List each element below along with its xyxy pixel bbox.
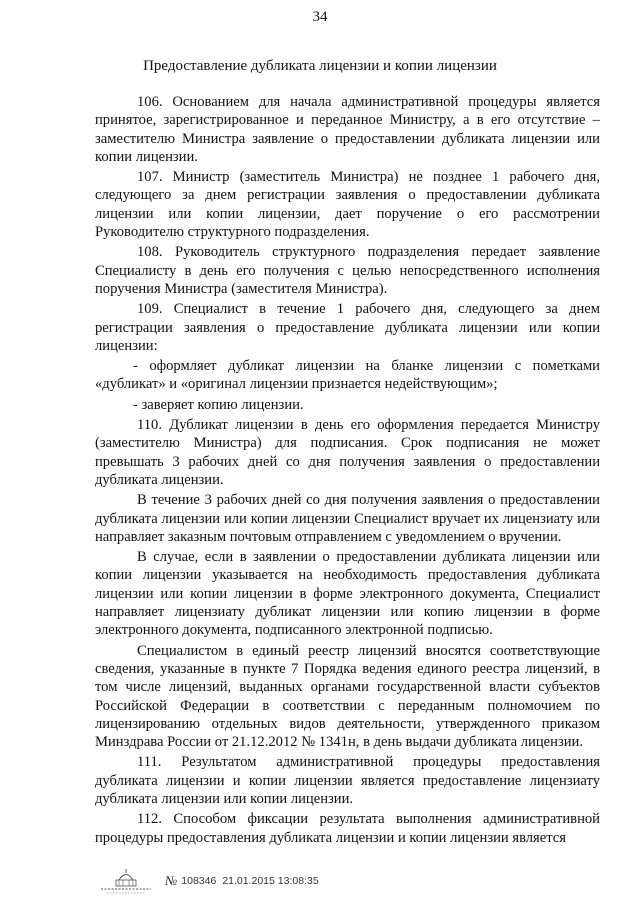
paragraph-delivery: В течение 3 рабочих дней со дня получения заявления о предоставлении дубликата лицензии или копии лицензии Специалист вручает их лицензиату или направляет заказным почтовым отправлением с уведомлением о вручении.	[95, 492, 600, 545]
paragraph-106: 106. Основанием для начала административной процедуры является принятое, зарегистрированное и переданное Министру, а в его отсутствие – заместителю Министра заявление о предоставлении дубликата лицензии или копии лицензии.	[95, 94, 600, 165]
number-sign: №	[165, 873, 178, 888]
paragraph-electronic: В случае, если в заявлении о предоставлении дубликата лицензии или копии лицензии указывается на необходимость предоставления дубликата лицензии или копии лицензии в форме электронного документа, Специалист направляет лицензиату дубликат лицензии или копию лицензии в форме электронного документа, подписанного электронной подписью.	[95, 549, 600, 639]
paragraph-107: 107. Министр (заместитель Министра) не позднее 1 рабочего дня, следующего за днем регистрации заявления о предоставлении дубликата лицензии или копии лицензии, дает поручение о его рассмотрении Руководителю структурного подразделения.	[95, 169, 600, 241]
paragraph-110: 110. Дубликат лицензии в день его оформления передается Министру (заместителю Министра) для подписания. Срок подписания не может превышать 3 рабочих дней со дня получения заявления о предоставлении дубликата лицензии.	[95, 417, 600, 488]
paragraph-109: 109. Специалист в течение 1 рабочего дня, следующего за днем регистрации заявления о предоставление дубликата лицензии или копии лицензии:	[95, 301, 600, 354]
paragraph-111: 111. Результатом административной процедуры предоставления дубликата лицензии и копии лицензии является предоставление лицензиату дубликата лицензии или копии лицензии.	[95, 754, 600, 807]
list-item-duplicate: - оформляет дубликат лицензии на бланке лицензии с пометками «дубликат» и «оригинал лицензии признается недействующим»;	[95, 358, 600, 393]
paragraph-112: 112. Способом фиксации результата выполнения административной процедуры предоставления дубликата лицензии и копии лицензии является	[95, 811, 600, 846]
ministry-logo-icon	[97, 867, 155, 895]
document-body	[95, 93, 600, 849]
paragraph-108: 108. Руководитель структурного подразделения передает заявление Специалисту в день его получения с целью непосредственного исполнения поручения Министра (заместителя Министра).	[95, 244, 600, 297]
document-timestamp: 21.01.2015 13:08:35	[222, 875, 319, 887]
section-title: Предоставление дубликата лицензии и копии лицензии	[143, 58, 497, 74]
list-item-copy: - заверяет копию лицензии.	[133, 396, 304, 413]
page-number: 34	[312, 9, 328, 25]
paragraph-registry: Специалистом в единый реестр лицензий вносятся соответствующие сведения, указанные в пункте 7 Порядка ведения единого реестра лицензий, в том числе лицензий, выданных органами государственной власти субъектов Российской Федерации в соответствии с переданным полномочием по лицензированию отдельных видов деятельности, утвержденного приказом Минздрава России от 21.12.2012 № 1341н, в день выдачи дубликата лицензии.	[95, 642, 600, 751]
document-footer	[97, 866, 319, 896]
document-number: 108346	[181, 875, 217, 887]
